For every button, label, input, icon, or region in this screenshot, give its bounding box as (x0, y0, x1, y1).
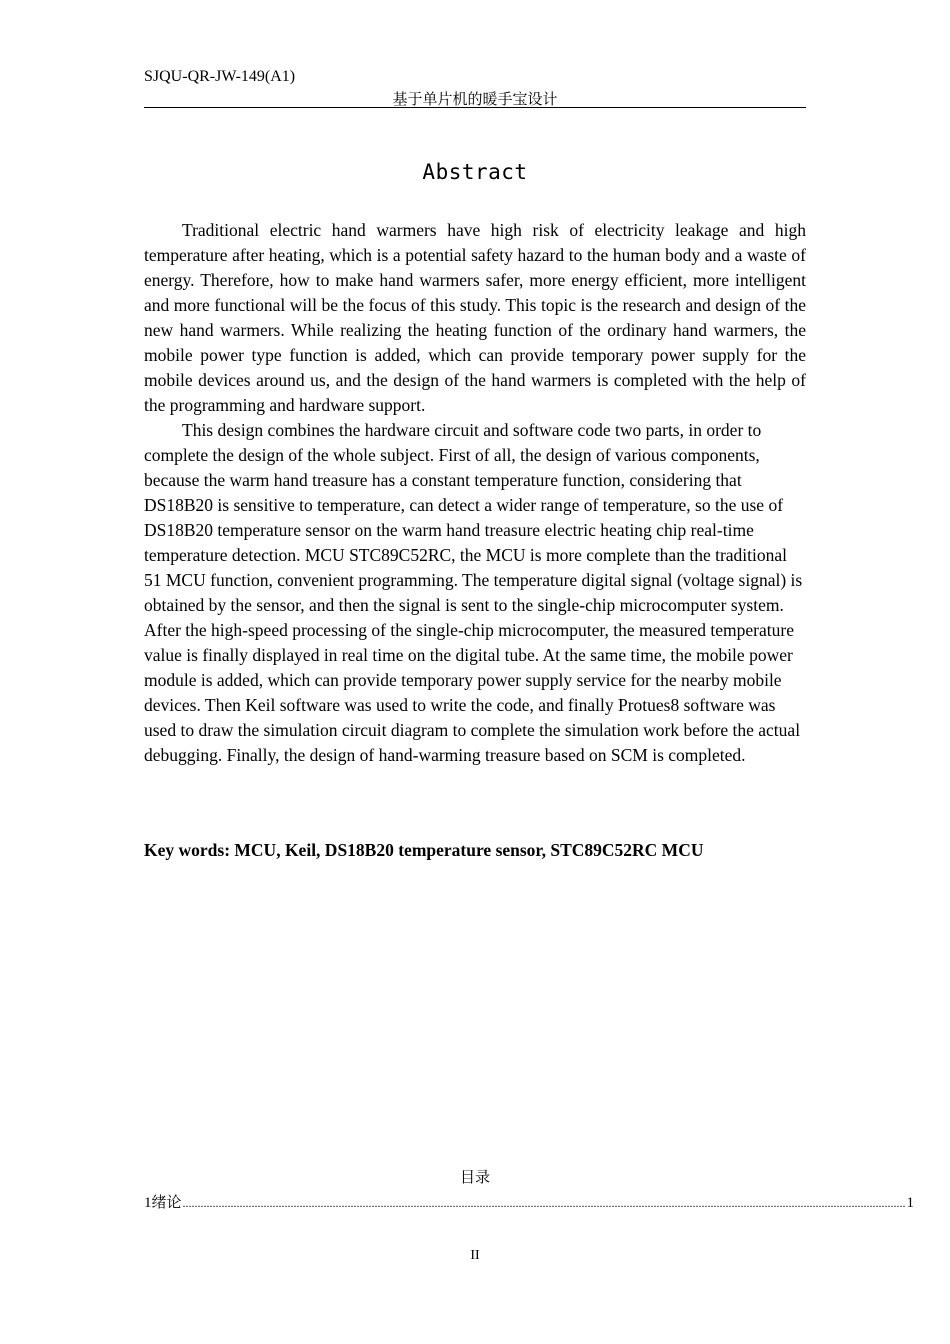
toc-heading: 目录 (459, 1168, 490, 1186)
page-number: II (470, 1248, 480, 1263)
toc-dot-leader: ................................................................................................................................................................................................................................................. (182, 1196, 906, 1210)
toc-entry-page: 1 (906, 1195, 915, 1211)
toc-entry[interactable] (144, 1191, 915, 1212)
running-title: 基于单片机的暖手宝设计 (392, 90, 558, 108)
document-code: SJQU-QR-JW-149(A1) (144, 68, 296, 85)
abstract-title: Abstract (422, 160, 528, 184)
abstract-paragraph-1: Traditional electric hand warmers have high risk of electricity leakage and high temperature after heating, which is a potential safety hazard to the human body and a waste of energy. Therefore, how to make hand warmers safer, more energy efficient, more intelligent and more functional will be the focus of this study. This topic is the research and design of the new hand warmers. While realizing the heating function of the ordinary hand warmers, the mobile power type function is added, which can provide temporary power supply for the mobile devices around us, and the design of the hand warmers is completed with the help of the programming and hardware support. (144, 220, 806, 415)
abstract-paragraph-2: This design combines the hardware circuit and software code two parts, in order to complete the design of the whole subject. First of all, the design of various components, because the warm hand treasure has a constant temperature function, considering that DS18B20 is sensitive to temperature, can detect a wider range of temperature, so the use of DS18B20 temperature sensor on the warm hand treasure electric heating chip real-time temperature detection. MCU STC89C52RC, the MCU is more complete than the traditional 51 MCU function, convenient programming. The temperature digital signal (voltage signal) is obtained by the sensor, and then the signal is sent to the single-chip microcomputer system. After the high-speed processing of the single-chip microcomputer, the measured temperature value is finally displayed in real time on the digital tube. At the same time, the mobile power module is added, which can provide temporary power supply service for the nearby mobile devices. Then Keil software was used to write the code, and finally Protues8 software was used to draw the simulation circuit diagram to complete the simulation work before the actual debugging. Finally, the design of hand-warming treasure based on SCM is completed. (144, 420, 803, 765)
toc-entry-number: 1 (144, 1195, 152, 1211)
toc-entry-title: 绪论 (151, 1193, 182, 1211)
keywords: Key words: MCU, Keil, DS18B20 temperature sensor, STC89C52RC MCU (144, 840, 704, 860)
header-divider (144, 107, 806, 108)
abstract-body (144, 218, 806, 768)
